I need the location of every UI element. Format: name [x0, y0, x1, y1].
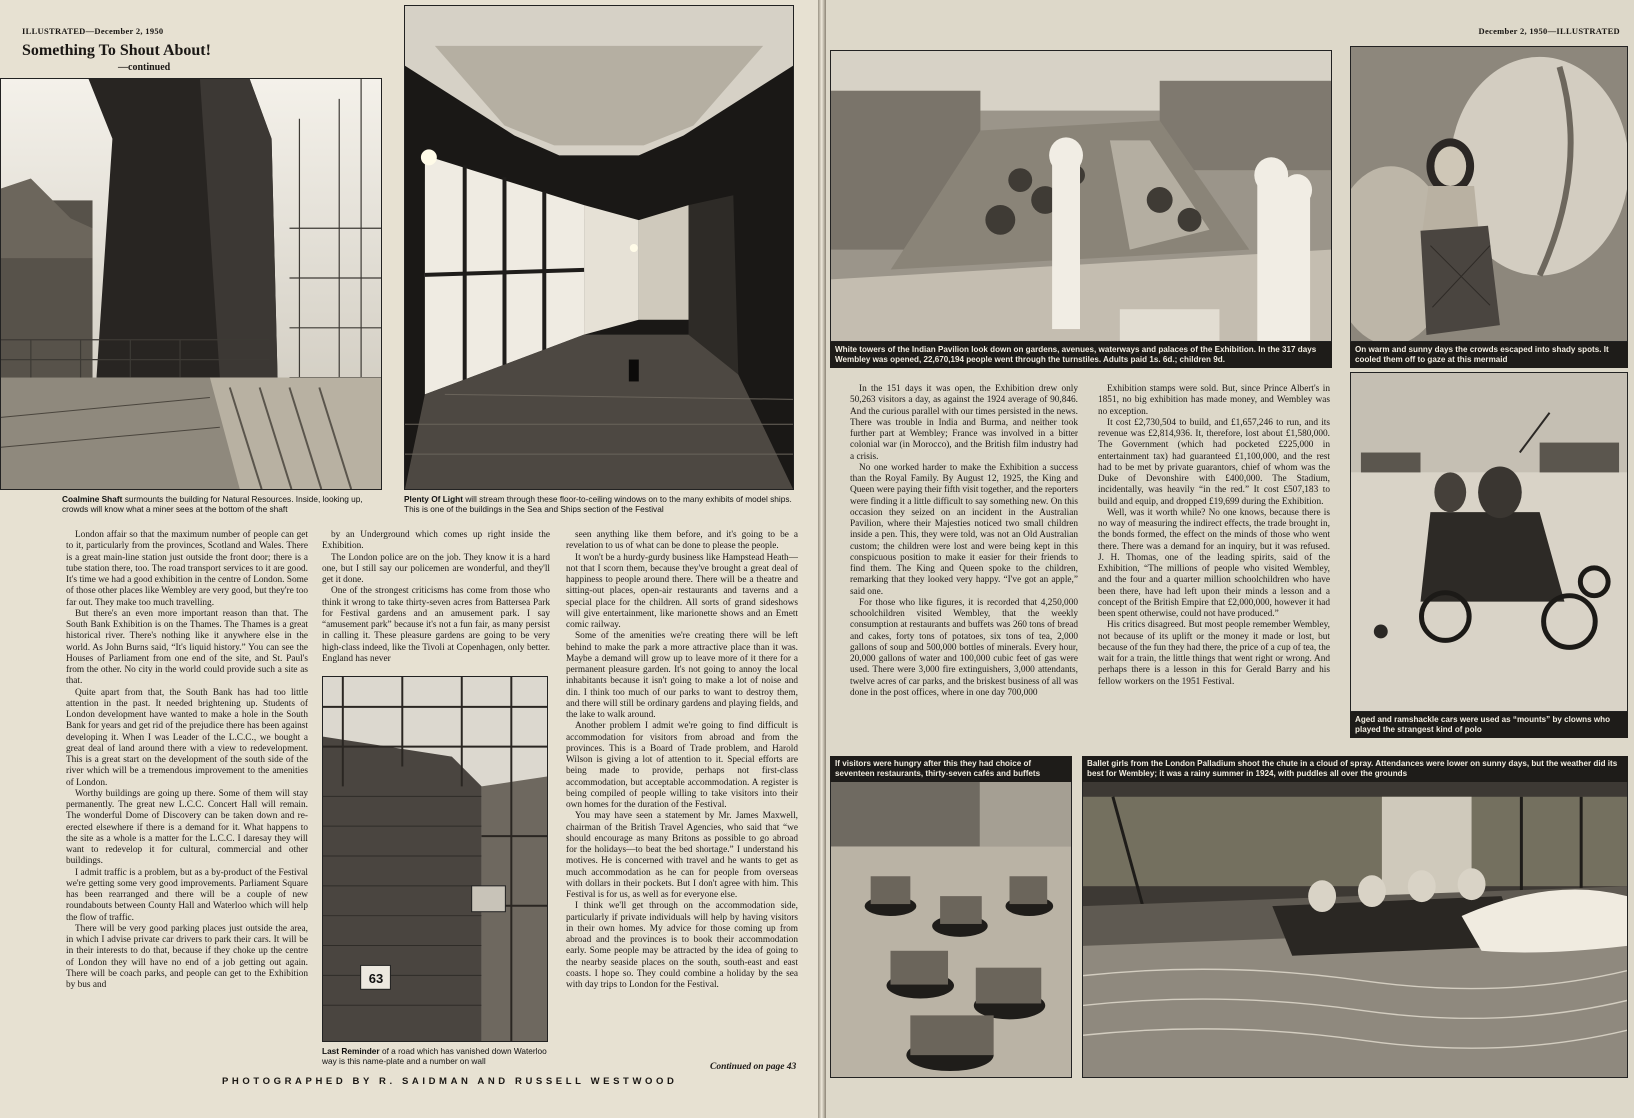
coalmine-caption-lead: Coalmine Shaft — [62, 494, 123, 504]
article-paragraph: I think we'll get through on the accommodation side, particularly if private individuals will help by having visitors in their own homes. My advice for those coming up from abroad and the provinces is to book their accommodation early. Some people may be attracted by the idea of going to the nearby seaside places on the south, south-east and east coasts. I hope so. They could combine a holiday by the sea with day trips to London for the Festival. — [566, 901, 798, 990]
article-paragraph: I admit traffic is a problem, but as a by-product of the Festival we're getting some very good improvements. Parliament Square has been rearranged and there will be a couple of new roundabouts between County Hall and Waterloo which will help the flow of traffic. — [66, 867, 308, 923]
continued-on-page: Continued on page 43 — [710, 1062, 797, 1072]
article-paragraph: For those who like figures, it is recorded that 4,250,000 schoolchildren visited Wembley, that the weekly consumption at restaurants and buffets was 260 tons of bread and cakes, forty tons of potatoes, six tons of tea, 2,000 gallons of soup and 500,000 bottles of minerals. Every hour, 20,000 gallons of water and 100,000 cubic feet of gas were used. There were 3,000 fire extinguishers, 3,000 attendants, twelve acres of car parks, and the briskest business of all was done in the post offices, where in one day 700,000 — [850, 597, 1078, 698]
article-paragraph: by an Underground which comes up right inside the Exhibition. — [322, 530, 550, 552]
article-paragraph: You may have seen a statement by Mr. James Maxwell, chairman of the British Travel Agencies, who said that “we should encourage as many Britons as possible to go abroad for the holidays—to beat the bed shortage.” I understand his motives. He is concerned with travel and he wants to get as much accommodation as he can for people from overseas with dollars in their pockets. But I don't agree with him. This Festival is for us, as well as for everyone else. — [566, 811, 798, 900]
article-paragraph: seen anything like them before, and it's going to be a revelation to us of what can be done to please the people. — [566, 530, 798, 552]
last-reminder-caption-text: of a road which has vanished down Waterloo way is this name-plate and a number on wall — [322, 1046, 547, 1066]
wembley-column-1 — [850, 384, 1078, 732]
article-paragraph: But there's an even more important reason than that. The South Bank Exhibition is on the Thames. The Thames is a great historical river. There's nothing like it anywhere else in the world. As John Burns said, “It's liquid history.” You can see the Houses of Parliament from one end of the site, and St. Paul's from the other. No city in the world could provide such a site as that. — [66, 608, 308, 687]
article-column-1 — [66, 530, 308, 1060]
article-column-3 — [566, 530, 798, 1062]
article-paragraph: Well, was it worth while? No one knows, because there is no way of measuring the indirect effects, the trade brought in, the bonds formed, the effect on the minds of those who went there. There was a demand for an inquiry, but it was refused. J. H. Thomas, one of the leading spirits, said of the Exhibition, “The millions of people who visited Wembley, and the four and a quarter million schoolchildren who have been there, have had left upon their minds a lesson and a concept of the British Empire that £2,000,000, however it had been spent otherwise, could not have produced.” — [1098, 507, 1330, 619]
photo-credit: PHOTOGRAPHED BY R. SAIDMAN AND RUSSELL WESTWOOD — [222, 1076, 678, 1087]
cafes-caption: If visitors were hungry after this they had choice of seventeen restaurants, thirty-seven cafés and buffets — [830, 756, 1072, 782]
article-paragraph: Another problem I admit we're going to find difficult is accommodation for visitors from abroad and from the provinces. This is a Board of Trade problem, and Harold Wilson is giving a lot of attention to it. Special efforts are being made to provide, perhaps not first-class accommodation, but acceptable accommodation. A register is being compiled of people willing to take visitors into their own homes for the duration of the Festival. — [566, 721, 798, 810]
coalmine-caption — [62, 494, 384, 514]
article-paragraph: London affair so that the maximum number of people can get to it, particularly from the provinces, Scotland and Wales. There is a great main-line station just outside the front door; there is a tube station there, too. The road transport services to it are good. It's time we had a good exhibition in the centre of London. Some of those other places like Wembley are very good, but they're too far out. They make too much travelling. — [66, 530, 308, 608]
motor-polo-photo — [1350, 372, 1628, 712]
article-paragraph: It won't be a hurdy-gurdy business like Hampstead Heath—not that I scorn them, because they've brought a great deal of happiness to people around there. There will be a theatre and sitting-out places, open-air restaurants and taverns and a special place for the children. All sorts of grand sideshows will give entertainment, like marionette shows and an Emett comic railway. — [566, 552, 798, 630]
running-head-left: ILLUSTRATED—December 2, 1950 — [22, 26, 164, 36]
motor-polo-caption: Aged and ramshackle cars were used as “mounts” by clowns who played the strangest kind of polo — [1350, 712, 1628, 738]
water-chute-caption: Ballet girls from the London Palladium shoot the chute in a cloud of spray. Attendances were lower on sunny days, but the weather did its best for Wembley; it was a rainy summer in 1924, with puddles all over the grounds — [1082, 756, 1628, 782]
last-reminder-caption — [322, 1046, 550, 1066]
article-paragraph: Worthy buildings are going up there. Some of them will stay permanently. The great new L.C.C. Concert Hall will remain. The wonderful Dome of Discovery can be taken down and re-erected elsewhere if there is a demand for it. What happens to the site as a whole is a matter for the L.C.C. I daresay they will want to redevelop it for cultural, commercial and other buildings. — [66, 788, 308, 867]
coalmine-caption-text: surmounts the building for Natural Resources. Inside, looking up, crowds will know what a miner sees at the bottom of the shaft — [62, 494, 363, 514]
mermaid-photo — [1350, 46, 1628, 342]
wall-number-plate: 63 — [368, 971, 384, 986]
article-paragraph: His critics disagreed. But most people remember Wembley, not because of its uplift or the money it made or lost, but because of the fun they had there, the price of a cup of tea, the wait for a train, the little things that went right or wrong. And perhaps there is a lesson in this for Gerald Barry and his fellow workers on the 1951 Festival. — [1098, 620, 1330, 687]
article-paragraph: The London police are on the job. They know it is a hard one, but I still say our policemen are wonderful, and they'll get it done. — [322, 552, 550, 585]
indian-pavilion-photo — [830, 50, 1332, 342]
plenty-of-light-caption-text: will stream through these floor-to-ceiling windows on to the many exhibits of model ships. This is one of the buildings in the Sea and Ships section of the Festival — [404, 494, 792, 514]
mermaid-caption: On warm and sunny days the crowds escaped into shady spots. It cooled them off to gaze at this mermaid — [1350, 342, 1628, 368]
right-page — [826, 0, 1634, 1118]
continued-label: —continued — [118, 62, 171, 73]
article-paragraph: There will be very good parking places just outside the area, in which I advise private car drivers to park their cars. It will be in their interests to do that, because if they choke up the centre of London they will have no end of a job getting out again. There will be coach parks, and people can get to the Exhibition by bus and — [66, 923, 308, 990]
article-paragraph: No one worked harder to make the Exhibition a success than the Royal Family. By August 12, 1925, the King and Queen were paying their fifth visit together, and the reporters were finding it a little difficult to say something new. On this occasion they seized on an incident in the Australian Pavilion, where their Majesties noticed two small children inside a pen. This, they were told, was not an Old Australian custom; the children were lost and were being kept in this conspicuous position to make it easier for their friends to find them. The King and Queen spoke to the children, remarking that they looked very happy. “I've got an apple,” said one. — [850, 462, 1078, 597]
article-column-2 — [322, 530, 550, 670]
article-headline: Something To Shout About! — [22, 42, 211, 59]
article-paragraph: Exhibition stamps were sold. But, since Prince Albert's in 1851, no big exhibition has made money, and Wembley was no exception. — [1098, 384, 1330, 417]
plenty-of-light-photo — [404, 5, 794, 490]
last-reminder-photo — [322, 676, 548, 1042]
article-paragraph: It cost £2,730,504 to build, and £1,657,246 to run, and its revenue was £2,814,936. It, therefore, lost about £1,580,000. The Government (which had pocketed £225,000 in entertainment tax) had guaranteed £1,100,000, and the rest had to be met by private guarantors, chief of whom was the Duke of Devonshire with £400,000. The Stadium, incidentally, was heavily “in the red.” It cost £507,183 to build and equip, and dropped £19,699 during the Exhibition. — [1098, 417, 1330, 507]
plenty-of-light-caption — [404, 494, 796, 514]
plenty-of-light-caption-lead: Plenty Of Light — [404, 494, 463, 504]
article-paragraph: Some of the amenities we're creating there will be left behind to make the park a more attractive place than it was. Maybe a demand will grow up to leave more of it there for a permanent pleasure garden. It's not going to annoy the local inhabitants because it isn't going to make a lot of noise and din. I think too much of our parks to want to destroy them, and there will still be ordinary gardens and playing fields, and the lake to walk around. — [566, 631, 798, 720]
article-paragraph: Quite apart from that, the South Bank has had too little attention in the past. It needed brightening up. Students of London development have wanted to make a hole in the South Bank for years and get rid of the prejudice there has been against developing it. When I was Leader of the L.C.C., we bought a great deal of land around there with a view to redevelopment. This is a great start on the development of the south side of the river which will be a tremendous improvement to the amenities of London. — [66, 687, 308, 788]
running-head-right: December 2, 1950—ILLUSTRATED — [1478, 26, 1620, 36]
page-gutter — [818, 0, 826, 1118]
indian-pavilion-caption: White towers of the Indian Pavilion look down on gardens, avenues, waterways and palaces of the Exhibition. In the 317 days Wembley was opened, 22,670,194 people went through the turnstiles. Adults paid 1s. 6d.; children 9d. — [830, 342, 1332, 368]
cafes-photo — [830, 756, 1072, 1078]
coalmine-shaft-photo — [0, 78, 382, 490]
article-paragraph: In the 151 days it was open, the Exhibition drew only 50,263 visitors a day, as against the 1924 average of 90,846. And the curious parallel with our times persisted in the news. There was trouble in India and Burma, and neither took further part at Wembley; France was involved in a bitter colonial war (in Morocco), and the British film industry had a crisis. — [850, 384, 1078, 462]
water-chute-photo — [1082, 756, 1628, 1078]
article-paragraph: One of the strongest criticisms has come from those who think it wrong to take thirty-seven acres from Battersea Park for Festival gardens and an amusement park. I say “amusement park” because it's not a fun fair, as many persist in calling it. These pleasure gardens are going to be very high-class indeed, like the Tivoli at Copenhagen, only better. England has never — [322, 586, 550, 664]
last-reminder-caption-lead: Last Reminder — [322, 1046, 380, 1056]
wembley-column-2 — [1098, 384, 1330, 732]
